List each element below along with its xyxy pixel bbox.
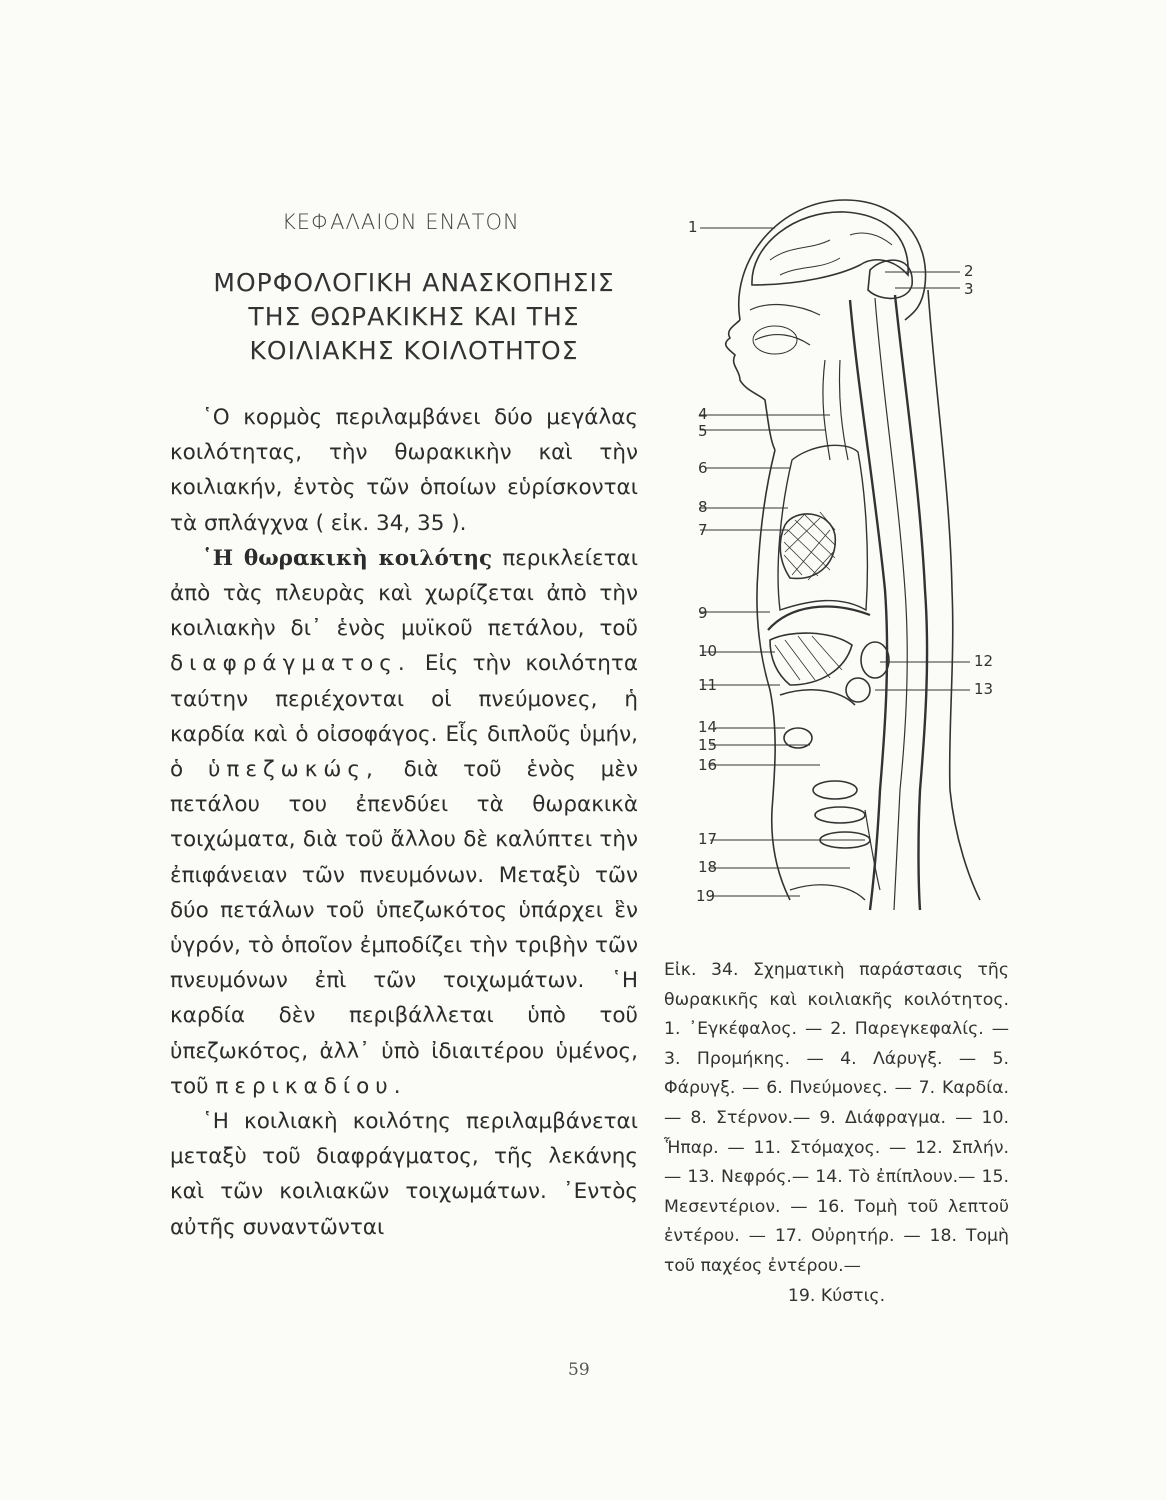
figure-label: 10 xyxy=(698,642,718,660)
diaphragm xyxy=(768,607,870,630)
title-line: ΜΟΡΦΟΛΟΓΙΚΗ ΑΝΑΣΚΟΠΗΣΙΣ xyxy=(213,268,615,297)
spaced-term: περικαδίου. xyxy=(215,1073,407,1099)
spine-posterior xyxy=(895,295,927,910)
figure-label: 1 xyxy=(688,218,698,236)
chapter-heading: ΚΕΦΑΛΑΙΟΝ ΕΝΑΤΟΝ xyxy=(282,210,520,234)
text-run: περικλείεται ἀπὸ τὰς πλευρὰς καὶ χωρίζεται ἀπὸ τὴν κοιλιακὴν δι᾽ ἑνὸς μυϊκοῦ πετάλου, τοῦ xyxy=(170,545,638,642)
figure-label: 7 xyxy=(698,521,708,539)
text-run: Εἰς τὴν κοιλότητα ταύτην περιέχονται οἱ πνεύμονες, ἡ καρδία καὶ ὁ οἰσοφάγος. Εἷς διπλοῦς ὑμήν, ὁ xyxy=(170,651,638,783)
page-number: 59 xyxy=(568,1360,590,1380)
figure-label: 13 xyxy=(974,680,994,698)
spleen-shape xyxy=(861,642,889,678)
bold-term: ῾Η θωρακικὴ κοιλότης xyxy=(202,545,493,571)
figure-label: 14 xyxy=(698,718,718,736)
figure-label: 6 xyxy=(698,459,708,477)
figure-label: 5 xyxy=(698,422,708,440)
title-line: ΚΟΙΛΙΑΚΗΣ ΚΟΙΛΟΤΗΤΟΣ xyxy=(249,336,579,365)
brain-shape xyxy=(752,212,908,285)
figure-caption xyxy=(664,956,1009,1311)
paragraph-3: ῾Η κοιλιακὴ κοιλότης περιλαμβάνεται μεταξὺ τοῦ διαφράγματος, τῆς λεκάνης καὶ τῶν κοιλιακῶν τοιχωμάτων. ᾿Εντὸς αὐτῆς συναντῶνται xyxy=(170,1109,638,1240)
figure-label: 19 xyxy=(696,887,716,905)
kidney-shape xyxy=(846,678,870,702)
front-contour xyxy=(757,450,790,900)
stomach-line xyxy=(780,690,855,705)
text-run: διὰ τοῦ ἑνὸς μὲν πετάλου του ἐπενδύει τὰ θωρακικὰ τοιχώματα, διὰ τοῦ ἄλλου δὲ καλύπτει τὴν ἐπιφάνειαν τῶν πνευμόνων. Μεταξὺ τῶν δύο πετάλων τοῦ ὑπεζωκότος ὑπάρχει ἓν ὑγρόν, τὸ ὁποῖον ἐμποδίζει τὴν τριβὴν τῶν πνευμόνων ἐπὶ τῶν τοιχωμάτων. ῾Η καρδία δὲν περιβάλλεται ὑπὸ τοῦ ὑπεζωκότος, ἀλλ᾽ ὑπὸ ἰδιαιτέρου ὑμένος, τοῦ xyxy=(170,757,638,1099)
anatomy-figure xyxy=(680,190,1010,920)
liver-shape xyxy=(770,633,852,685)
leader-lines xyxy=(700,228,970,896)
back-contour xyxy=(928,290,980,900)
cerebellum-shape xyxy=(868,260,912,298)
figure-label: 17 xyxy=(698,830,718,848)
figure-label: 4 xyxy=(698,405,708,423)
body-text xyxy=(170,400,638,1245)
spaced-term: διαφράγματος. xyxy=(170,651,411,677)
caption-last-line: 19. Κύστις. xyxy=(787,1285,886,1306)
paragraph-2 xyxy=(170,541,638,1104)
paragraph-1: ῾Ο κορμὸς περιλαμβάνει δύο μεγάλας κοιλότητας, τὴν θωρακικὴν καὶ τὴν κοιλιακήν, ἐντὸς τῶν ὁποίων εὑρίσκονται τὰ σπλάγχνα ( εἰκ. 34, 35 ). xyxy=(170,405,638,536)
figure-label: 12 xyxy=(974,652,994,670)
spinal-canal xyxy=(875,298,907,910)
intestine-3 xyxy=(815,807,865,823)
figure-label: 18 xyxy=(698,858,718,876)
figure-label: 15 xyxy=(698,736,718,754)
figure-label: 11 xyxy=(698,676,718,694)
spaced-term: ὑπεζωκώς, xyxy=(207,757,379,783)
figure-label: 2 xyxy=(964,262,974,280)
figure-label: 3 xyxy=(964,280,974,298)
bladder xyxy=(790,885,865,900)
figure-label: 16 xyxy=(698,756,718,774)
caption-text: Εἰκ. 34. Σχηματικὴ παράστασις τῆς θωρακικῆς καὶ κοιλιακῆς κοιλότητος. 1. ᾿Εγκέφαλος. — 2. Παρεγκεφαλίς. — 3. Προμήκης. — 4. Λάρυγξ. — 5. Φάρυγξ. — 6. Πνεύμονες. — 7. Καρδία. — 8. Στέρνον.— 9. Διάφραγμα. — 10. Ἧπαρ. — 11. Στόμαχος. — 12. Σπλήν. — 13. Νεφρός.— 14. Τὸ ἐπίπλουν.— 15. Μεσεντέριον. — 16. Τομὴ τοῦ λεπτοῦ ἐντέρου. — 17. Οὐρητήρ. — 18. Τομὴ τοῦ παχέος ἐντέρου.— xyxy=(664,960,1009,1276)
title-line: ΤΗΣ ΘΩΡΑΚΙΚΗΣ ΚΑΙ ΤΗΣ xyxy=(248,302,580,331)
intestine-2 xyxy=(813,781,857,799)
figure-label: 9 xyxy=(698,604,708,622)
figure-label: 8 xyxy=(698,498,708,516)
section-title xyxy=(190,266,638,368)
